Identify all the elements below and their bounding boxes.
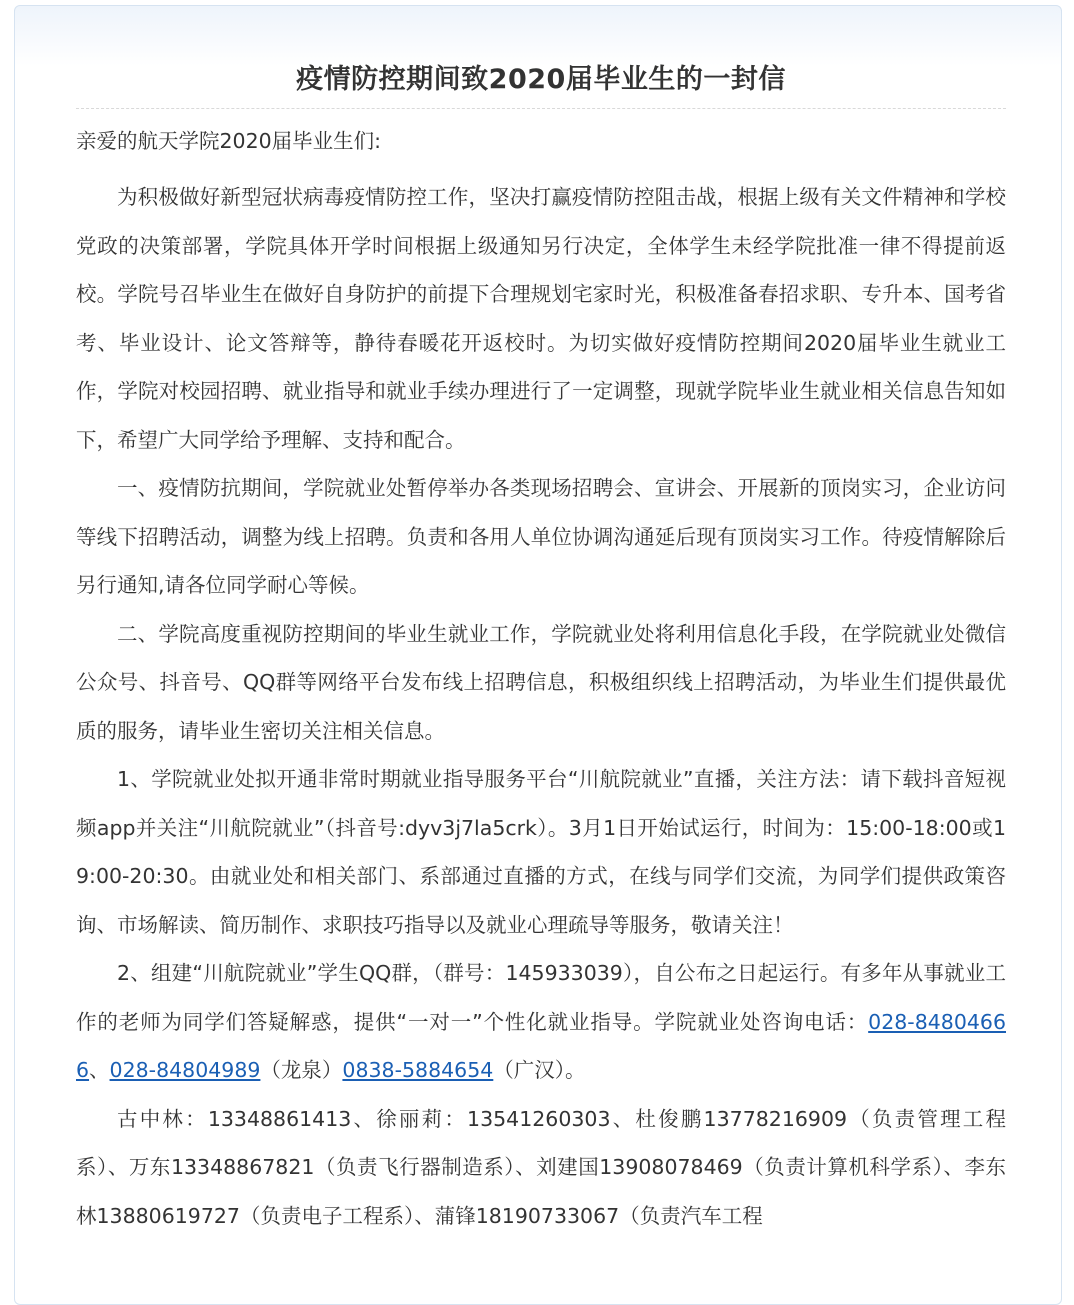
phone-link-longquan-1[interactable]: 028-84804666 <box>76 1009 1006 1082</box>
paragraph-item-2-text: 2、组建“川航院就业”学生QQ群，（群号：145933039），自公布之日起运行。有多年从事就业工作的老师为同学们答疑解惑，提供“一对一”个性化就业指导。学院就业处咨询电话： <box>76 961 1006 1034</box>
paragraph-section-2: 二、学院高度重视防控期间的毕业生就业工作，学院就业处将利用信息化手段，在学院就业处微信公众号、抖音号、QQ群等网络平台发布线上招聘信息，积极组织线上招聘活动，为毕业生们提供最优质的服务，请毕业生密切关注相关信息。 <box>76 621 1006 743</box>
article-title: 疫情防控期间致2020届毕业生的一封信 <box>76 52 1006 109</box>
paragraph-contacts: 古中林：13348861413、徐丽莉：13541260303、杜俊鹏13778216909（负责管理工程系）、万东13348867821（负责飞行器制造系）、刘建国13908078469（负责计算机科学系）、李东林13880619727（负责电子工程系）、蒲锋18190733067（负责汽车工程 <box>76 1106 1006 1228</box>
article-content <box>76 52 1006 1240</box>
phone-link-longquan-2[interactable]: 028-84804989 <box>109 1058 261 1082</box>
paragraph-item-1: 1、学院就业处拟开通非常时期就业指导服务平台“川航院就业”直播，关注方法：请下载抖音短视频app并关注“川航院就业”（抖音号:dyv3j7la5crk）。3月1日开始试运行，时间为：15:00-18:00或19:00-20:30。由就业处和相关部门、系部通过直播的方式，在线与同学们交流，为同学们提供政策咨询、市场解读、简历制作、求职技巧指导以及就业心理疏导等服务，敬请关注！ <box>76 767 1006 937</box>
phone-separator: 、 <box>89 1058 110 1082</box>
location-note-longquan: （龙泉） <box>260 1058 343 1082</box>
paragraph-section-1: 一、疫情防抗期间，学院就业处暂停举办各类现场招聘会、宣讲会、开展新的顶岗实习，企业访问等线下招聘活动，调整为线上招聘。负责和各用人单位协调沟通延后现有顶岗实习工作。待疫情解除后另行通知,请各位同学耐心等候。 <box>76 476 1006 597</box>
location-note-guanghan: （广汉）。 <box>493 1058 586 1082</box>
paragraph-item-2 <box>76 949 1006 1095</box>
paragraph-intro: 为积极做好新型冠状病毒疫情防控工作，坚决打赢疫情防控阻击战，根据上级有关文件精神和学校党政的决策部署，学院具体开学时间根据上级通知另行决定，全体学生未经学院批准一律不得提前返校。学院号召毕业生在做好自身防护的前提下合理规划宅家时光，积极准备春招求职、专升本、国考省考、毕业设计、论文答辩等，静待春暖花开返校时。为切实做好疫情防控期间2020届毕业生就业工作，学院对校园招聘、就业指导和就业手续办理进行了一定调整，现就学院毕业生就业相关信息告知如下，希望广大同学给予理解、支持和配合。 <box>76 185 1006 452</box>
phone-link-guanghan[interactable]: 0838-5884654 <box>342 1058 494 1082</box>
salutation: 亲爱的航天学院2020届毕业生们: <box>76 129 382 153</box>
